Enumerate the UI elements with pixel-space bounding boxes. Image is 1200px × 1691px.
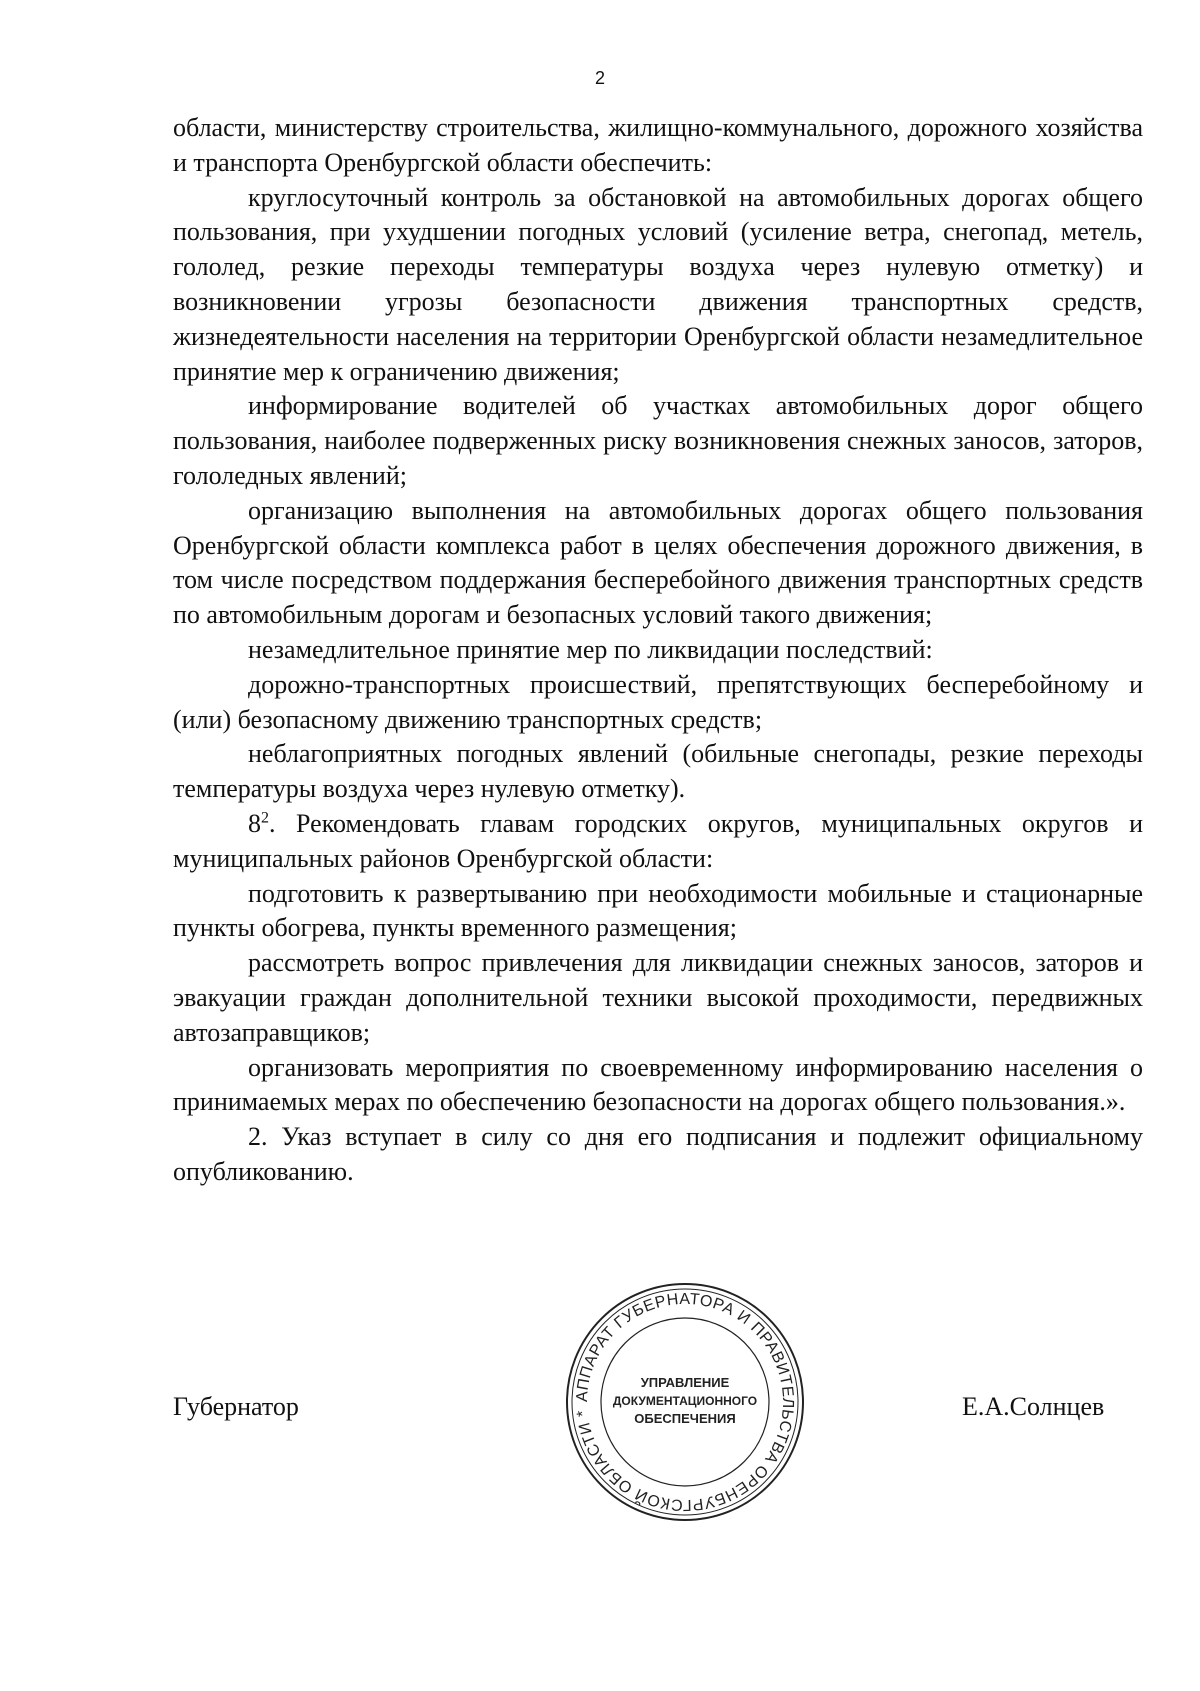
official-stamp [560, 1277, 810, 1527]
stamp-center-line-3: ОБЕСПЕЧЕНИЯ [634, 1411, 736, 1426]
stamp-ring-text-path: АППАРАТ ГУБЕРНАТОРА И ПРАВИТЕЛЬСТВА ОРЕНБУРГСКОЙ ОБЛАСТИ * [573, 1290, 797, 1514]
signatory-title: Губернатор [173, 1392, 299, 1421]
paragraph: организацию выполнения на автомобильных дорогах общего пользования Оренбургской области комплекса работ в целях обеспечения дорожного движения, в том числе посредством поддержания бесперебойного движения транспортных средств по автомобильным дорогам и безопасных условий такого движения; [173, 495, 1143, 630]
stamp-center-line-2: ДОКУМЕНТАЦИОННОГО [612, 1394, 758, 1408]
item-superscript: 2 [261, 809, 269, 827]
page-number: 2 [594, 68, 605, 88]
paragraph: неблагоприятных погодных явлений (обильные снегопады, резкие переходы температуры воздуха через нулевую отметку). [173, 739, 1143, 804]
paragraph: 2. Указ вступает в силу со дня его подписания и подлежит официальному опубликованию. [173, 1122, 1143, 1186]
item-8-2-paragraph [173, 807, 1143, 877]
paragraph: области, министерству строительства, жилищно-коммунального, дорожного хозяйства и транспорта Оренбургской области обеспечить: [173, 113, 1143, 177]
paragraph: дорожно-транспортных происшествий, препятствующих бесперебойному и (или) безопасному движению транспортных средств; [173, 669, 1143, 734]
paragraph: рассмотреть вопрос привлечения для ликвидации снежных заносов, заторов и эвакуации граждан дополнительной техники высокой проходимости, передвижных автозаправщиков; [173, 948, 1143, 1047]
paragraph: информирование водителей об участках автомобильных дорог общего пользования, наиболее подверженных риску возникновения снежных заносов, заторов, гололедных явлений; [173, 391, 1143, 490]
paragraph: подготовить к развертыванию при необходимости мобильные и стационарные пункты обогрева, пункты временного размещения; [173, 878, 1143, 943]
signatory-name: Е.А.Солнцев [962, 1392, 1105, 1421]
paragraph: незамедлительное принятие мер по ликвидации последствий: [248, 634, 933, 664]
item-number: 8 [248, 808, 261, 838]
paragraph: организовать мероприятия по своевременному информированию населения о принимаемых мерах по обеспечению безопасности на дорогах общего пользования.». [173, 1052, 1143, 1117]
paragraph: круглосуточный контроль за обстановкой на автомобильных дорогах общего пользования, при ухудшении погодных условий (усиление ветра, снегопад, метель, гололед, резкие переходы температуры воздуха через нулевую отметку) и возникновении угрозы безопасности движения транспортных средств, жизнедеятельности населения на территории Оренбургской области незамедлительное принятие мер к ограничению движения; [173, 182, 1143, 386]
stamp-center-line-1: УПРАВЛЕНИЕ [640, 1375, 730, 1390]
item-text: . Рекомендовать главам городских округов, муниципальных округов и муниципальных районов Оренбургской области: [173, 808, 1143, 873]
document-body [173, 111, 1143, 1190]
